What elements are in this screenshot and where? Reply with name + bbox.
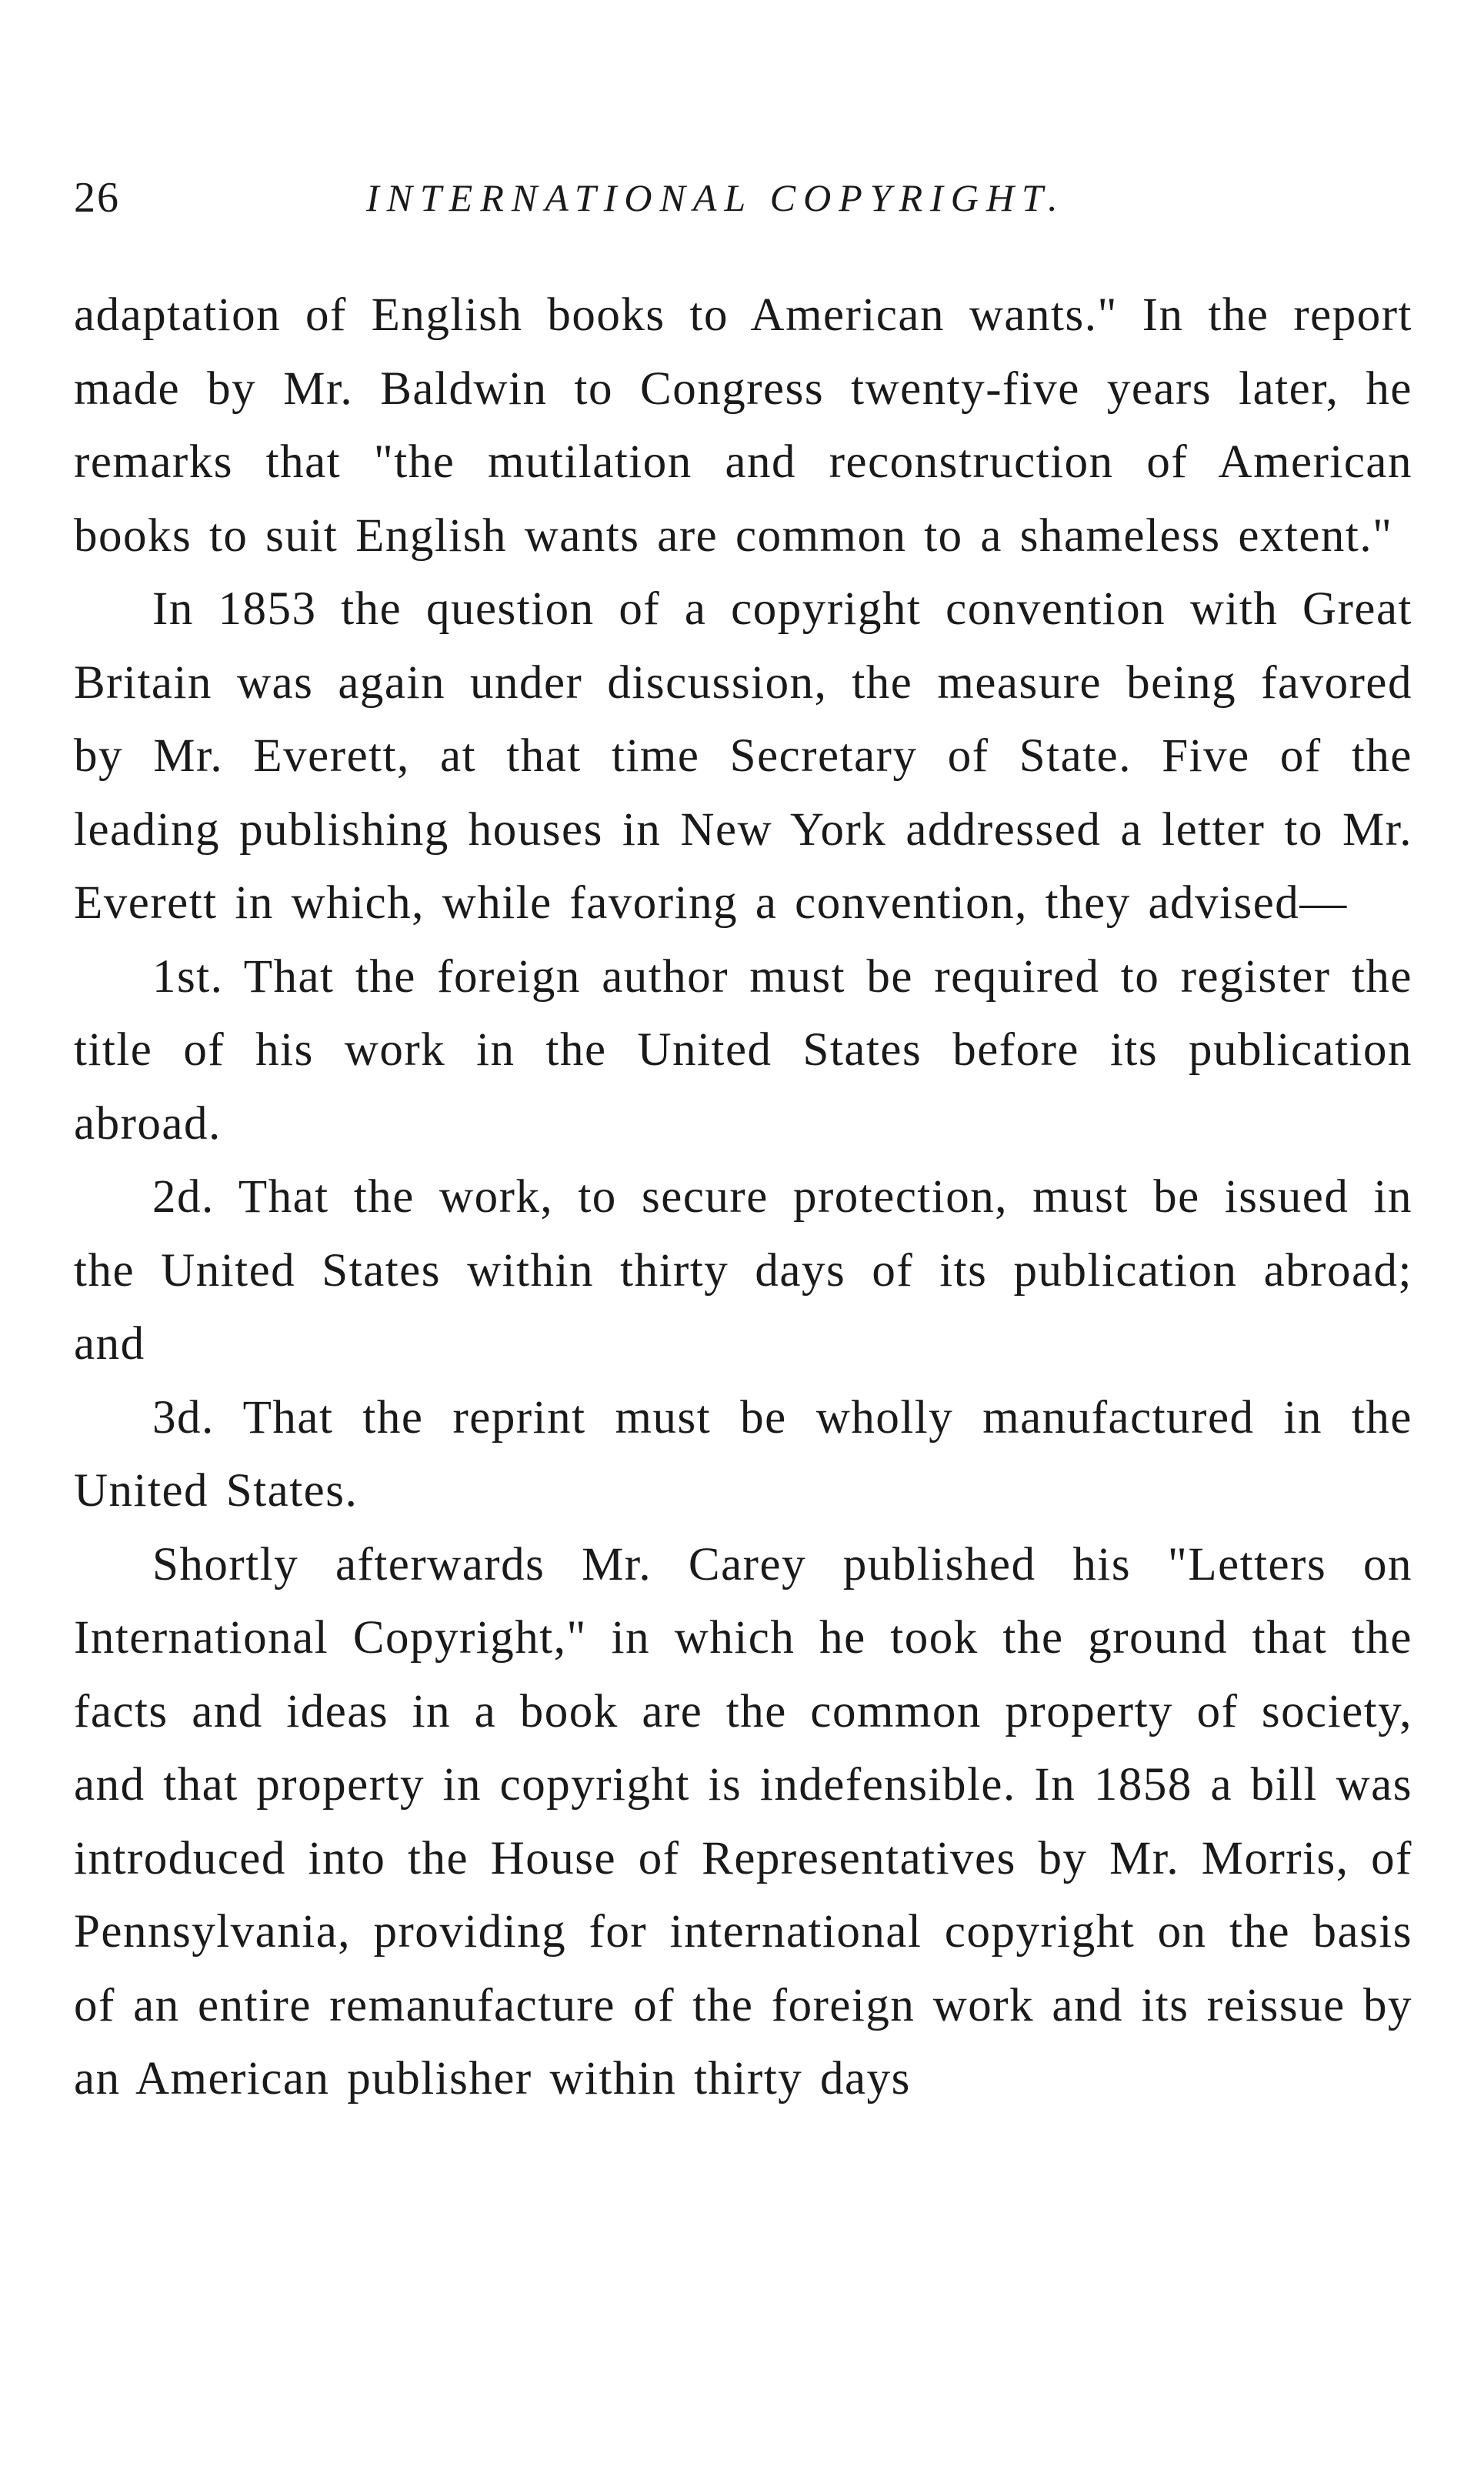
running-title: INTERNATIONAL COPYRIGHT.: [366, 176, 1065, 219]
body-text: [74, 279, 1412, 2116]
page-number: 26: [74, 174, 120, 222]
running-head: [74, 171, 1412, 225]
paragraph-point-first: 1st. That the foreign author must be required to register the title of his work in the United States before its publication abroad.: [74, 950, 1412, 1150]
paragraph-carey-letters: Shortly afterwards Mr. Carey published his "Letters on International Copyright," in which he took the ground that the facts and ideas in a book are the common property of society, and that property in copyright is indefensible. In 1858 a bill was introduced into the House of Representatives by Mr. Morris, of Pennsylvania, providing for international copyright on the basis of an entire remanufacture of the foreign work and its reissue by an American publisher within thirty days: [74, 1538, 1412, 2104]
paragraph-point-third: 3d. That the reprint must be wholly manufactured in the United States.: [74, 1391, 1412, 1517]
paragraph-continuation: adaptation of English books to American wants." In the report made by Mr. Baldwin to Congress twenty-five years later, he remarks that "the mutilation and reconstruction of American books to suit English wants are common to a shameless extent.": [74, 289, 1412, 562]
paragraph-1853-convention: In 1853 the question of a copyright convention with Great Britain was again under discussion, the measure being favored by Mr. Everett, at that time Secretary of State. Five of the leading publishing houses in New York addressed a letter to Mr. Everett in which, while favoring a convention, they advised—: [74, 583, 1412, 929]
paragraph-point-second: 2d. That the work, to secure protection, must be issued in the United States within thirty days of its publication abroad; and: [74, 1171, 1412, 1370]
